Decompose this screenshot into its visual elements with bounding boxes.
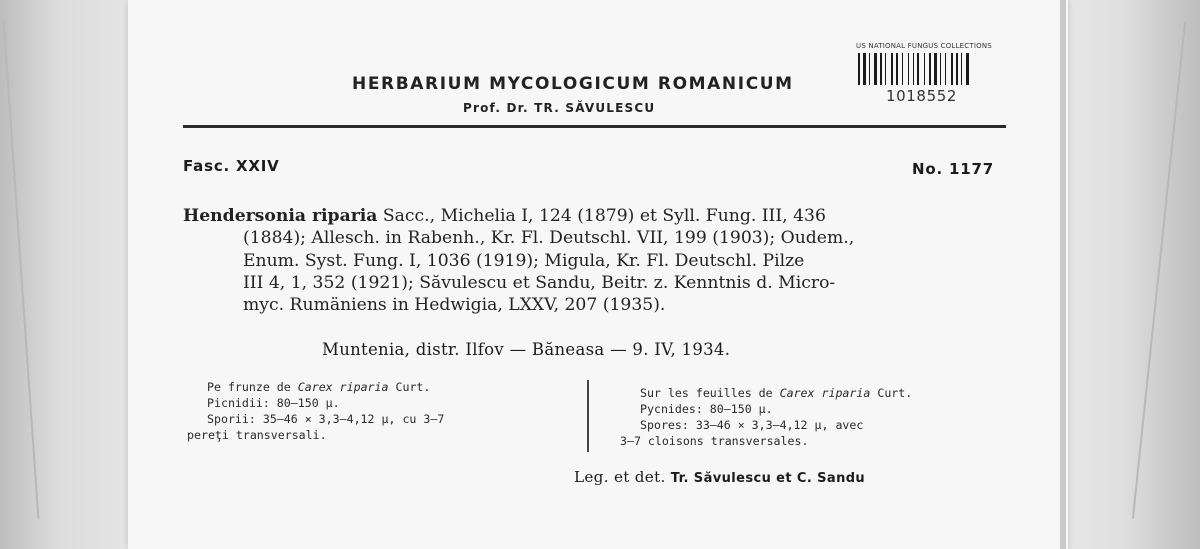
herbarium-subtitle: Prof. Dr. TR. SĂVULESCU bbox=[463, 101, 656, 115]
description-text: Sur les feuilles de bbox=[640, 386, 780, 400]
description-line bbox=[620, 385, 1005, 401]
header-rule bbox=[183, 125, 1006, 128]
collector-names: Tr. Săvulescu et C. Sandu bbox=[670, 471, 866, 486]
label-edge bbox=[1060, 0, 1066, 549]
description-line bbox=[187, 379, 567, 395]
collector-prefix: Leg. et det. bbox=[574, 468, 671, 486]
citation-text: Sacc., Michelia I, 124 (1879) et Syll. Fung. III, 436 bbox=[377, 206, 826, 226]
description-text: Curt. bbox=[870, 386, 913, 400]
description-line: 3—7 cloisons transversales. bbox=[620, 434, 809, 448]
citation-line: (1884); Allesch. in Rabenh., Kr. Fl. Deutschl. VII, 199 (1903); Oudem., bbox=[243, 228, 855, 249]
host-name: Carex riparia bbox=[779, 386, 871, 400]
host-name: Carex riparia bbox=[297, 380, 389, 394]
citation-line: myc. Rumäniens in Hedwigia, LXXV, 207 (1935). bbox=[243, 295, 666, 316]
description-line: pereţi transversali. bbox=[187, 428, 327, 442]
citation-line: III 4, 1, 352 (1921); Săvulescu et Sandu, Beitr. z. Kenntnis d. Micro- bbox=[243, 272, 836, 293]
description-text: Curt. bbox=[388, 380, 431, 394]
description-line: Pycnides: 80—150 μ. bbox=[640, 402, 773, 416]
description-line: Sporii: 35—46 × 3,3—4,12 μ, cu 3—7 bbox=[207, 412, 445, 426]
description-line: Spores: 33—46 × 3,3—4,12 μ, avec bbox=[640, 418, 864, 432]
collection-locality: Muntenia, distr. Ilfov — Băneasa — 9. IV, 1934. bbox=[322, 340, 731, 359]
citation-line: Enum. Syst. Fung. I, 1036 (1919); Migula, Kr. Fl. Deutschl. Pilze bbox=[243, 250, 805, 271]
barcode-caption: US NATIONAL FUNGUS COLLECTIONS bbox=[856, 42, 992, 50]
description-line: Picnidii: 80—150 μ. bbox=[207, 396, 340, 410]
description-romanian bbox=[187, 379, 567, 443]
specimen-number: No. 1177 bbox=[912, 160, 994, 178]
citation-block bbox=[183, 205, 1008, 316]
herbarium-title: HERBARIUM MYCOLOGICUM ROMANICUM bbox=[352, 74, 794, 94]
collector-line bbox=[574, 468, 865, 486]
fascicle-label: Fasc. XXIV bbox=[183, 157, 280, 175]
description-text: Pe frunze de bbox=[207, 380, 298, 394]
description-french bbox=[620, 385, 1005, 449]
citation-line bbox=[183, 205, 1008, 227]
barcode-label bbox=[850, 42, 1000, 112]
barcode-number: 1018552 bbox=[886, 87, 958, 105]
barcode-icon bbox=[858, 53, 996, 85]
species-name: Hendersonia riparia bbox=[183, 206, 378, 226]
column-divider bbox=[587, 380, 589, 452]
